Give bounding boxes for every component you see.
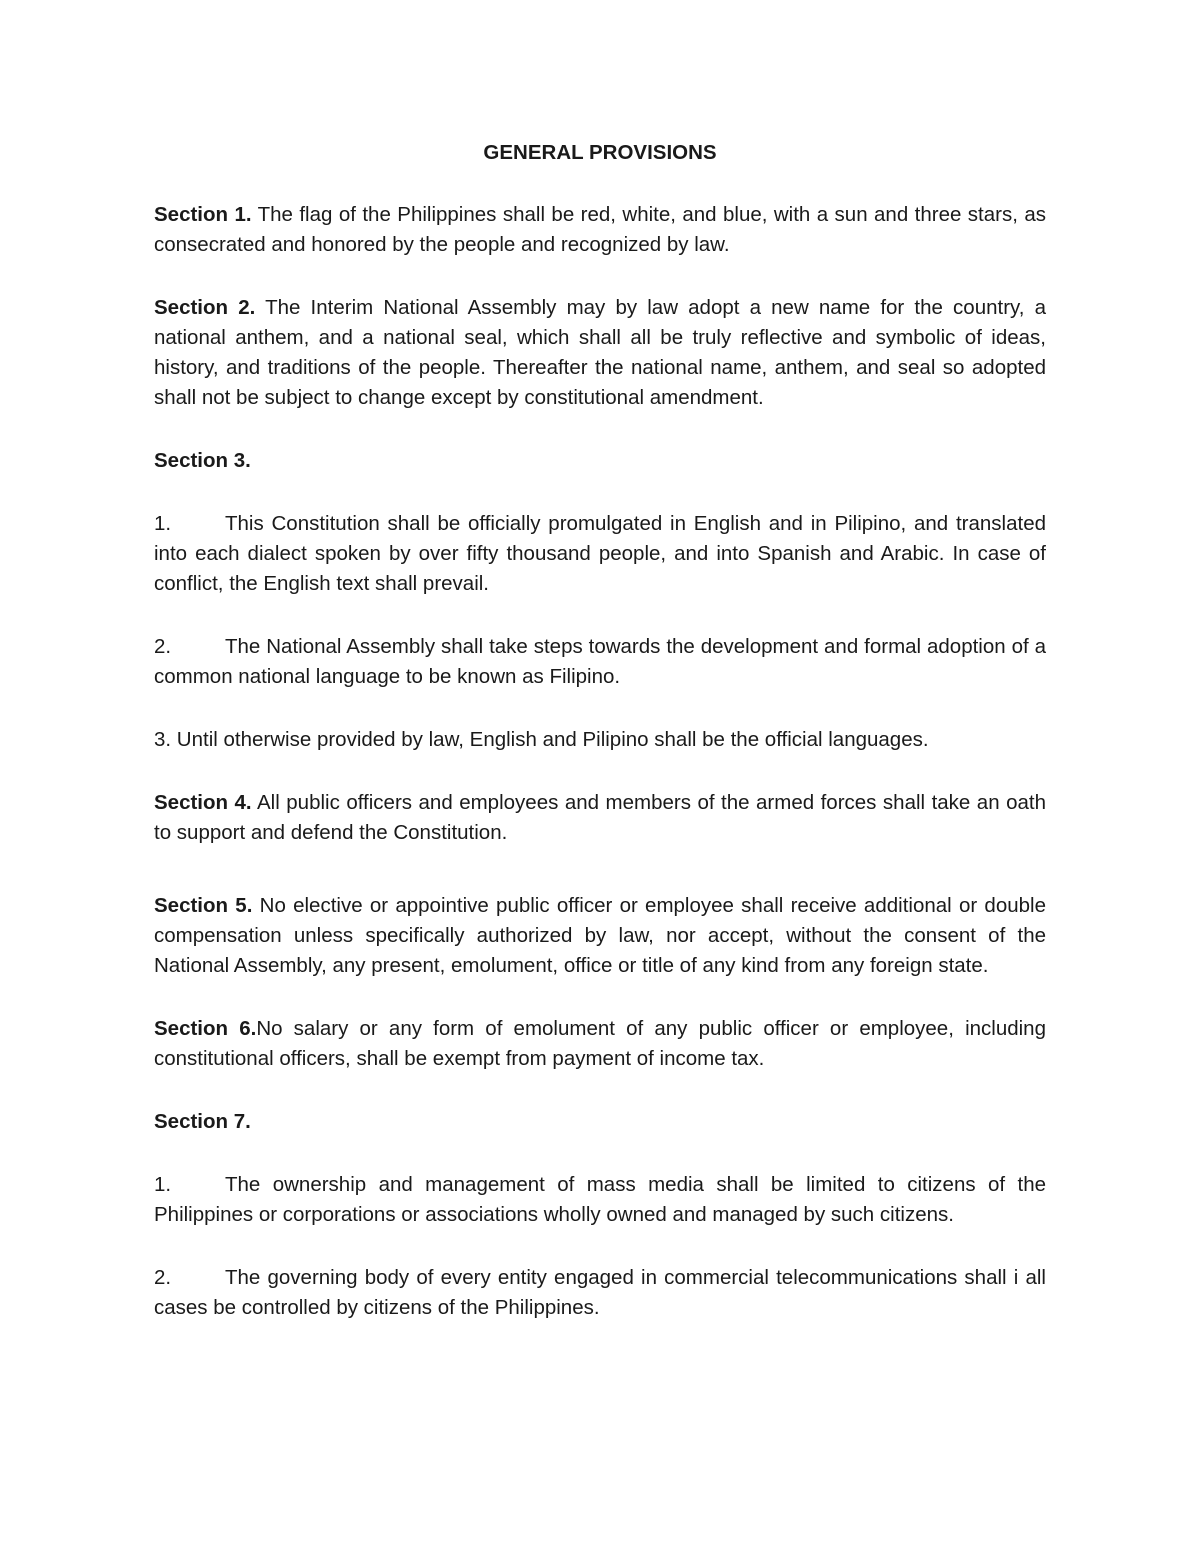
section-6 [154, 1014, 1046, 1074]
section-6-text: No salary or any form of emolument of any public officer or employee, including constitutional officers, shall be exempt from payment of income tax. [154, 1017, 1046, 1070]
section-3-label: Section 3. [154, 449, 251, 472]
list-item-text: Until otherwise provided by law, English and Pilipino shall be the official languages. [171, 728, 929, 751]
section-4-text: All public officers and employees and members of the armed forces shall take an oath to support and defend the Constitution. [154, 791, 1046, 844]
section-7-item-1 [154, 1170, 1046, 1230]
section-3-item-3 [154, 725, 1046, 755]
section-2 [154, 293, 1046, 413]
section-6-label: Section 6. [154, 1017, 257, 1040]
list-number: 2. [154, 1266, 172, 1289]
section-2-text: The Interim National Assembly may by law adopt a new name for the country, a national anthem, and a national seal, which shall all be truly reflective and symbolic of ideas, history, and traditions of the people. Thereafter the national name, anthem, and seal so adopted shall not be subject to change except by constitutional amendment. [154, 296, 1046, 409]
list-number: 1. [154, 512, 172, 535]
document-page [154, 138, 1046, 1356]
section-1-text: The flag of the Philippines shall be red, white, and blue, with a sun and three stars, as consecrated and honored by the people and recognized by law. [154, 203, 1046, 256]
list-number: 1. [154, 1173, 172, 1196]
section-1-label: Section 1. [154, 203, 252, 226]
list-number: 2. [154, 635, 172, 658]
section-4 [154, 788, 1046, 848]
section-5-text: No elective or appointive public officer or employee shall receive additional or double compensation unless specifically authorized by law, nor accept, without the consent of the National Assembly, any present, emolument, office or title of any kind from any foreign state. [154, 894, 1046, 977]
list-number: 3. [154, 728, 172, 751]
section-7-label: Section 7. [154, 1110, 251, 1133]
section-4-label: Section 4. [154, 791, 252, 814]
section-2-label: Section 2. [154, 296, 256, 319]
section-3-item-2 [154, 632, 1046, 692]
list-item-text: The ownership and management of mass media shall be limited to citizens of the Philippines or corporations or associations wholly owned and managed by such citizens. [154, 1173, 1046, 1226]
section-3-item-1 [154, 509, 1046, 599]
section-7-item-2 [154, 1263, 1046, 1323]
section-1 [154, 200, 1046, 260]
list-item-text: The National Assembly shall take steps towards the development and formal adoption of a common national language to be known as Filipino. [154, 635, 1046, 688]
list-item-text: This Constitution shall be officially promulgated in English and in Pilipino, and translated into each dialect spoken by over fifty thousand people, and into Spanish and Arabic. In case of conflict, the English text shall prevail. [154, 512, 1046, 595]
section-5 [154, 891, 1046, 981]
document-title: GENERAL PROVISIONS [483, 141, 717, 164]
list-item-text: The governing body of every entity engaged in commercial telecommunications shall i all cases be controlled by citizens of the Philippines. [154, 1266, 1046, 1319]
section-5-label: Section 5. [154, 894, 253, 917]
